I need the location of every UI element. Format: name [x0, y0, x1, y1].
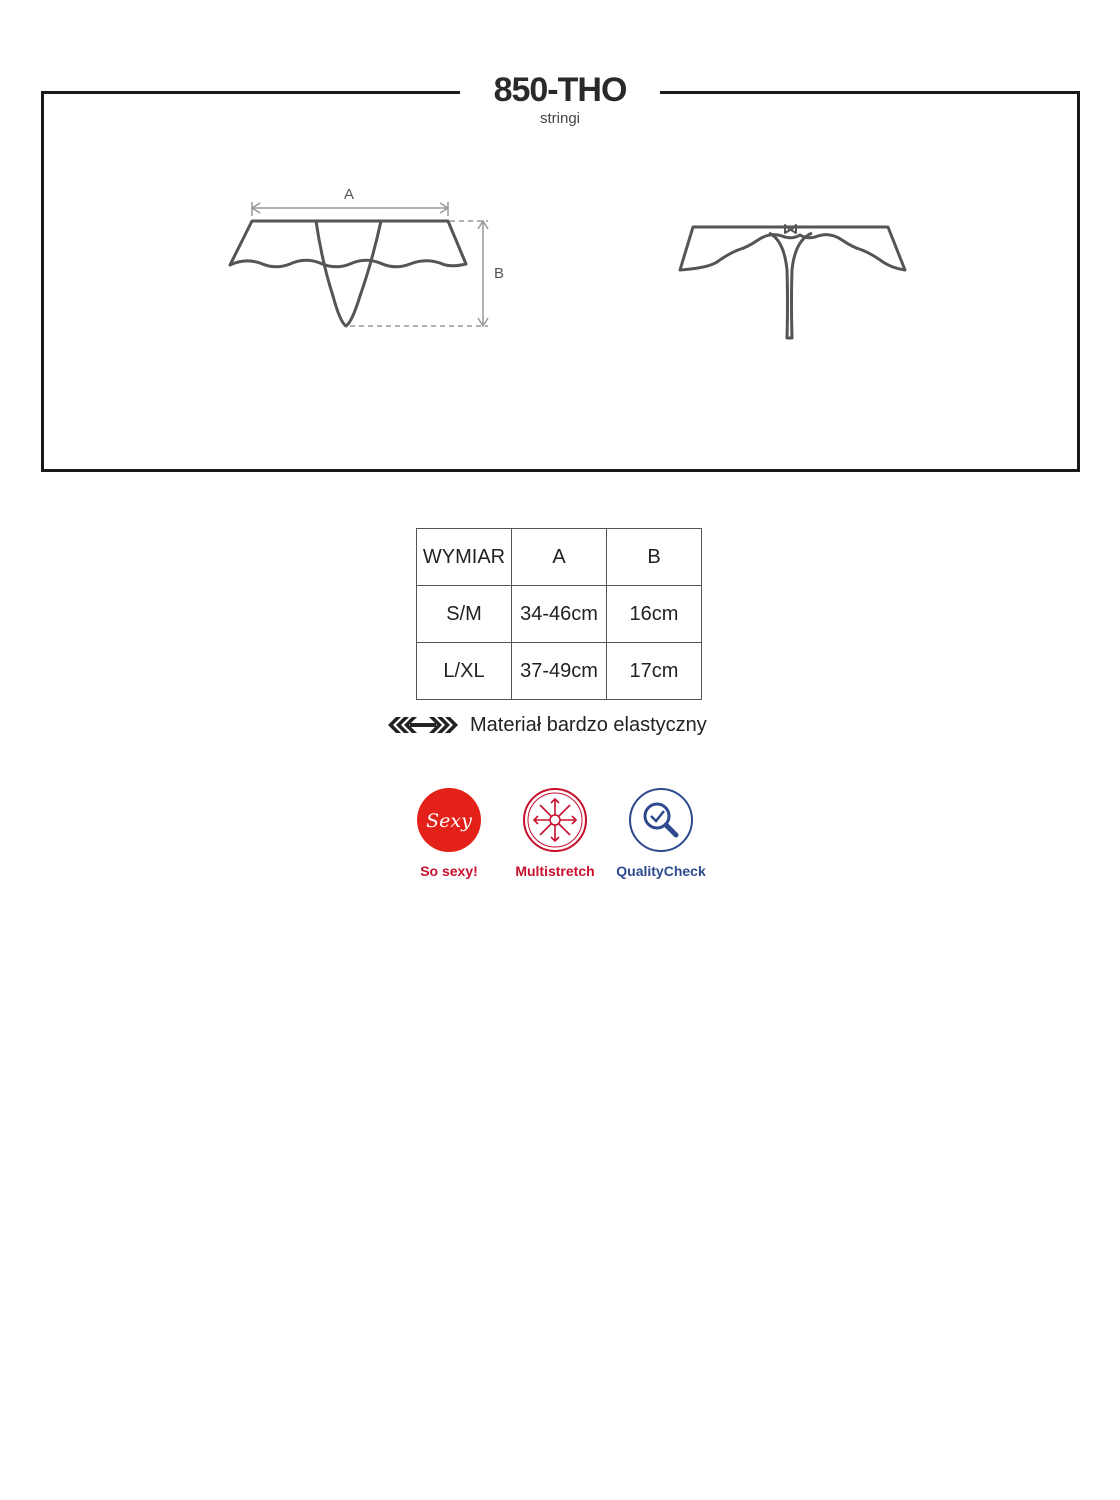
svg-text:Sexy: Sexy — [426, 810, 472, 832]
header-cell: A — [512, 529, 607, 586]
table-header-row — [417, 529, 702, 586]
quality-check-icon — [628, 787, 694, 853]
badge-label: So sexy! — [420, 863, 478, 879]
value-cell: 34-46cm — [512, 586, 607, 643]
header-cell: B — [607, 529, 702, 586]
stretch-arrows-icon — [388, 715, 458, 735]
sexy-icon — [416, 787, 482, 853]
product-code: 850-THO — [493, 71, 627, 109]
size-cell: L/XL — [417, 643, 512, 700]
stretch-note-text: Materiał bardzo elastyczny — [470, 713, 707, 736]
size-table — [416, 528, 702, 700]
size-cell: S/M — [417, 586, 512, 643]
dimension-b — [350, 221, 488, 326]
badge-multistretch — [515, 787, 595, 879]
table-row — [417, 586, 702, 643]
front-view-drawing — [230, 221, 466, 326]
title-block — [460, 66, 660, 136]
badge-quality-check — [616, 787, 706, 879]
table-row — [417, 643, 702, 700]
dimension-a-label: A — [343, 186, 355, 203]
dimension-a — [252, 202, 448, 216]
product-type: stringi — [539, 110, 580, 127]
header-cell: WYMIAR — [417, 529, 512, 586]
value-cell: 16cm — [607, 586, 702, 643]
dimension-b-label: B — [494, 265, 505, 282]
multistretch-icon — [522, 787, 588, 853]
feature-badges — [412, 787, 706, 879]
badge-label: Multistretch — [515, 863, 595, 879]
back-view-drawing — [680, 225, 905, 338]
value-cell: 37-49cm — [512, 643, 607, 700]
stretch-note — [388, 710, 707, 740]
badge-label: QualityCheck — [616, 863, 706, 879]
value-cell: 17cm — [607, 643, 702, 700]
badge-so-sexy — [412, 787, 486, 879]
